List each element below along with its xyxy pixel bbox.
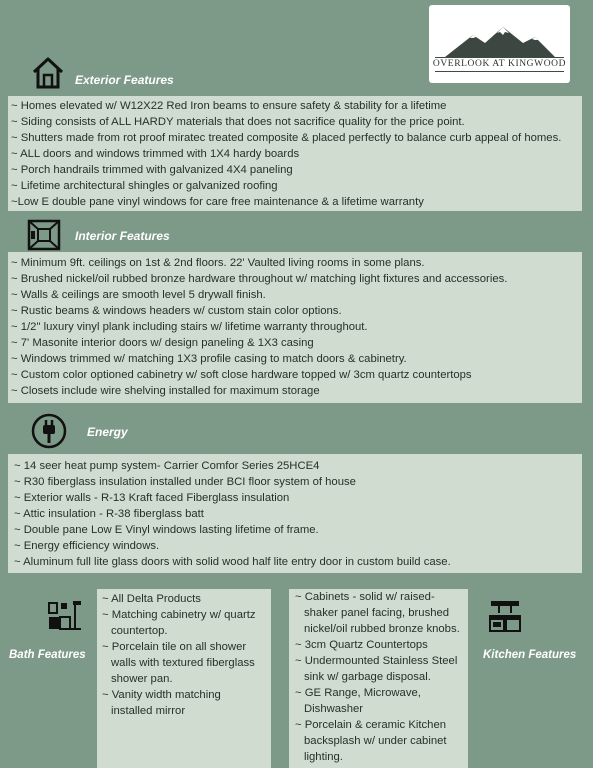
exterior-item: ~ Lifetime architectural shingles or galvanized roofing [11, 180, 278, 192]
interior-item: ~ Rustic beams & windows headers w/ custom stain color options. [11, 305, 342, 317]
logo-rule-top [435, 57, 564, 58]
interior-item: ~ Minimum 9ft. ceilings on 1st & 2nd floors. 22' Vaulted living rooms in some plans. [11, 257, 425, 269]
exterior-title: Exterior Features [75, 73, 174, 87]
interior-item: ~ 7' Masonite interior doors w/ design paneling & 1X3 casing [11, 337, 314, 349]
energy-panel [8, 454, 582, 573]
interior-item: ~ 1/2" luxury vinyl plank including stairs w/ lifetime warranty throughout. [11, 321, 368, 333]
energy-item: ~ Energy efficiency windows. [14, 540, 160, 552]
logo-rule-bottom [435, 71, 564, 72]
energy-item: ~ Attic insulation - R-38 fiberglass batt [14, 508, 204, 520]
exterior-item: ~ Homes elevated w/ W12X22 Red Iron beams to ensure safety & stability for a lifetime [11, 100, 447, 112]
exterior-item: ~ Porch handrails trimmed with galvanized 4X4 paneling [11, 164, 293, 176]
interior-item: ~ Windows trimmed w/ matching 1X3 profile casing to match doors & cabinetry. [11, 353, 407, 365]
kitchen-title: Kitchen Features [483, 649, 577, 661]
bath-title: Bath Features [9, 649, 86, 661]
interior-item: ~ Walls & ceilings are smooth level 5 drywall finish. [11, 289, 266, 301]
energy-item: ~ Double pane Low E Vinyl windows lasting lifetime of frame. [14, 524, 319, 536]
kitchen-item: ~ Undermounted Stainless Steel sink w/ garbage disposal. [295, 655, 458, 683]
kitchen-item: ~ 3cm Quartz Countertops [295, 639, 428, 651]
kitchen-panel [289, 589, 468, 768]
energy-title: Energy [87, 425, 128, 439]
exterior-item: ~Low E double pane vinyl windows for care free maintenance & a lifetime warranty [11, 196, 424, 208]
bathroom-icon [47, 599, 83, 631]
interior-item: ~ Closets include wire shelving installed for maximum storage [11, 385, 320, 397]
logo-text: OVERLOOK AT KINGWOOD [432, 59, 567, 69]
kitchen-item: ~ GE Range, Microwave, Dishwasher [295, 687, 421, 715]
energy-item: ~ 14 seer heat pump system- Carrier Comfor Series 25HCE4 [14, 460, 320, 472]
exterior-item: ~ Shutters made from rot proof miratec treated composite & placed perfectly to balance curb appeal of homes. [11, 132, 562, 144]
bath-item: ~ Vanity width matching installed mirror [102, 689, 221, 717]
kitchen-item: ~ Cabinets - solid w/ raised-shaker panel facing, brushed nickel/oil rubbed bronze knobs. [295, 591, 460, 635]
kitchen-icon [487, 599, 523, 633]
bath-item: ~ All Delta Products [102, 593, 201, 605]
plug-icon [31, 413, 67, 449]
room-icon [27, 219, 61, 251]
logo-card [429, 5, 570, 83]
mountain-logo-icon [445, 25, 555, 57]
interior-panel [8, 252, 582, 403]
energy-item: ~ Aluminum full lite glass doors with solid wood half lite entry door in custom build case. [14, 556, 451, 568]
exterior-panel [8, 96, 582, 211]
exterior-item: ~ Siding consists of ALL HARDY materials that does not sacrifice quality for the price point. [11, 116, 465, 128]
bath-panel [97, 589, 271, 768]
interior-title: Interior Features [75, 229, 170, 243]
energy-item: ~ R30 fiberglass insulation installed under BCI floor system of house [14, 476, 356, 488]
interior-item: ~ Custom color optioned cabinetry w/ soft close hardware topped w/ 3cm quartz countertops [11, 369, 472, 381]
interior-item: ~ Brushed nickel/oil rubbed bronze hardware throughout w/ matching light fixtures and accessories. [11, 273, 508, 285]
energy-item: ~ Exterior walls - R-13 Kraft faced Fiberglass insulation [14, 492, 290, 504]
exterior-item: ~ ALL doors and windows trimmed with 1X4 hardy boards [11, 148, 300, 160]
house-icon [31, 56, 65, 90]
bath-item: ~ Matching cabinetry w/ quartz countertop. [102, 609, 256, 637]
bath-item: ~ Porcelain tile on all shower walls with textured fiberglass shower pan. [102, 641, 255, 685]
kitchen-item: ~ Porcelain & ceramic Kitchen backsplash w/ under cabinet lighting. [295, 719, 447, 763]
